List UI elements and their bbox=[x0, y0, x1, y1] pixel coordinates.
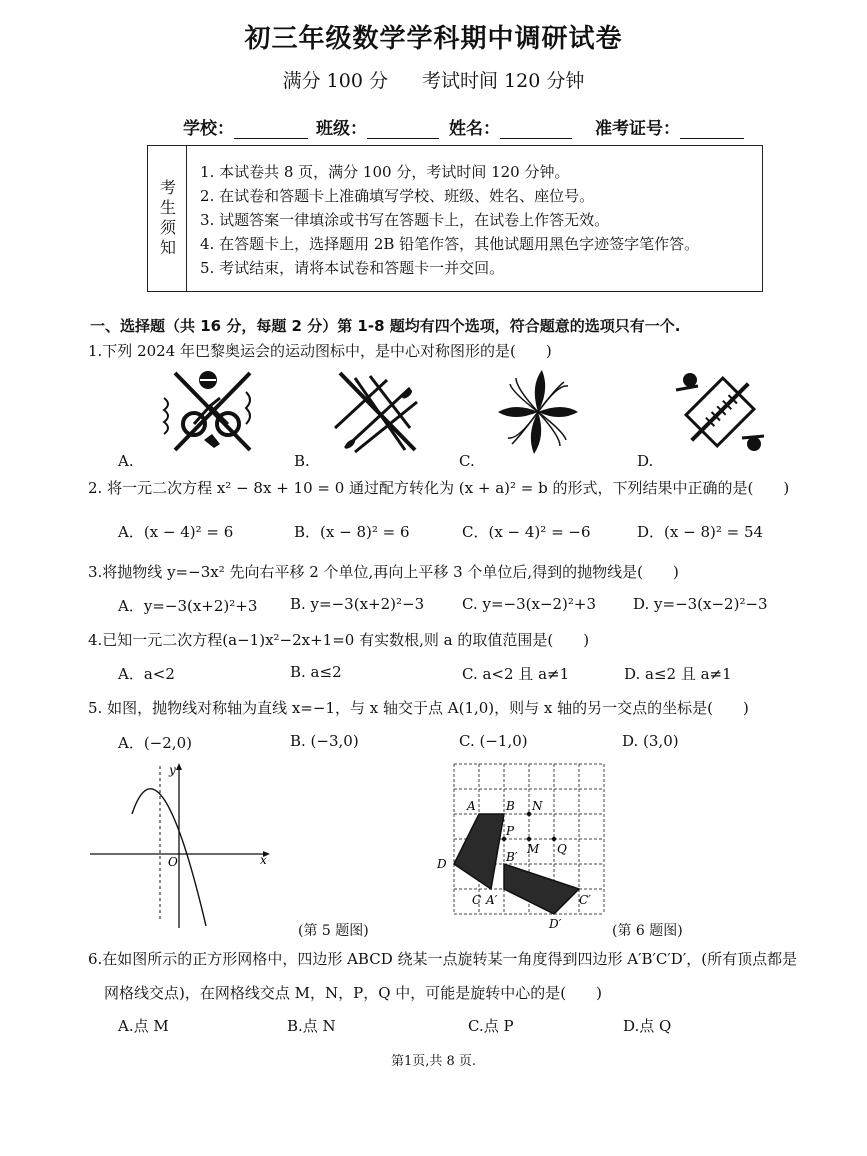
exam-subtitle bbox=[0, 66, 867, 93]
skateboard-pictogram bbox=[670, 368, 770, 456]
figure-5-parabola bbox=[88, 760, 278, 932]
q1-option-b[interactable]: B. bbox=[294, 452, 310, 470]
x-axis-label: x bbox=[260, 853, 267, 867]
question-6-text-line1: 6.在如图所示的正方形网格中，四边形 ABCD 绕某一点旋转某一角度得到四边形 A′B′C′D′，(所有顶点都是 bbox=[88, 950, 798, 968]
label-a-prime: A′ bbox=[486, 893, 498, 907]
notice-item: 4. 在答题卡上，选择题用 2B 铅笔作答，其他试题用黑色字迹签字笔作答。 bbox=[200, 235, 700, 253]
label-d-prime: D′ bbox=[549, 917, 562, 931]
origin-label: O bbox=[168, 855, 178, 869]
q3-option-a[interactable]: A．y=−3(x+2)²+3 bbox=[118, 597, 258, 615]
q3-option-c[interactable]: C. y=−3(x−2)²+3 bbox=[462, 595, 597, 613]
q1-option-d[interactable]: D. bbox=[637, 452, 654, 470]
q1-option-a[interactable]: A. bbox=[118, 452, 134, 470]
q6-option-a[interactable]: A.点 M bbox=[118, 1017, 169, 1035]
q6-option-b[interactable]: B.点 N bbox=[287, 1017, 336, 1035]
q5-option-a[interactable]: A．(−2,0) bbox=[118, 734, 192, 752]
q6-option-c[interactable]: C.点 P bbox=[468, 1017, 514, 1035]
q2-option-c[interactable]: C．(x − 4)² = −6 bbox=[462, 523, 591, 541]
q1-option-c[interactable]: C. bbox=[459, 452, 475, 470]
figure-5-caption: (第 5 题图) bbox=[298, 923, 369, 939]
notice-item: 1. 本试卷共 8 页，满分 100 分，考试时间 120 分钟。 bbox=[200, 163, 570, 181]
q2-option-a[interactable]: A．(x − 4)² = 6 bbox=[118, 523, 234, 541]
name-field[interactable]: 姓名： bbox=[449, 114, 572, 139]
figure-6-caption: (第 6 题图) bbox=[612, 923, 683, 939]
q3-option-d[interactable]: D. y=−3(x−2)²−3 bbox=[633, 595, 768, 613]
q6-option-d[interactable]: D.点 Q bbox=[623, 1017, 672, 1035]
full-score: 满分 100 分 bbox=[282, 70, 388, 92]
quad-a1b1c1d1 bbox=[504, 864, 579, 914]
label-n: N bbox=[532, 799, 543, 813]
q5-option-c[interactable]: C. (−1,0) bbox=[459, 732, 528, 750]
question-2-text: 2. 将一元二次方程 x² − 8x + 10 = 0 通过配方转化为 (x + a)² = b 的形式，下列结果中正确的是( ) bbox=[88, 479, 790, 497]
q2-option-b[interactable]: B．(x − 8)² = 6 bbox=[294, 523, 410, 541]
question-6-text-line2: 网格线交点)，在网格线交点 M，N，P，Q 中，可能是旋转中心的是( ) bbox=[104, 984, 602, 1002]
label-p: P bbox=[506, 824, 515, 838]
section-heading: 一、选择题（共 16 分，每题 2 分）第 1-8 题均有四个选项，符合题意的选项只有一个. bbox=[90, 317, 681, 335]
notice-box bbox=[147, 145, 763, 292]
exam-id-field[interactable]: 准考证号： bbox=[595, 114, 744, 139]
rowing-pictogram bbox=[325, 368, 425, 456]
pinwheel-pictogram bbox=[494, 366, 582, 458]
notice-item: 2. 在试卷和答题卡上准确填写学校、班级、姓名、座位号。 bbox=[200, 187, 595, 205]
exam-time: 考试时间 120 分钟 bbox=[422, 70, 585, 92]
question-1-text: 1.下列 2024 年巴黎奥运会的运动图标中，是中心对称图形的是( ) bbox=[88, 342, 552, 360]
q4-option-a[interactable]: A．a<2 bbox=[118, 665, 175, 683]
notice-heading: 考生须知 bbox=[148, 146, 187, 291]
label-m: M bbox=[527, 842, 540, 856]
label-b: B bbox=[506, 799, 515, 813]
notice-list bbox=[200, 160, 699, 280]
label-c: C bbox=[472, 893, 482, 907]
quad-abcd bbox=[454, 814, 504, 889]
page-title: 初三年级数学学科期中调研试卷 bbox=[244, 24, 623, 54]
y-axis-label: y bbox=[169, 763, 176, 777]
notice-item: 5. 考试结束，请将本试卷和答题卡一并交回。 bbox=[200, 259, 505, 277]
page-footer: 第1页,共 8 页. bbox=[390, 1054, 477, 1069]
figure-6-grid bbox=[434, 760, 610, 931]
question-5-text: 5. 如图，抛物线对称轴为直线 x=−1，与 x 轴交于点 A(1,0)，则与 x 轴的另一交点的坐标是( ) bbox=[88, 699, 749, 717]
label-b-prime: B′ bbox=[506, 850, 518, 864]
q3-option-b[interactable]: B. y=−3(x+2)²−3 bbox=[290, 595, 425, 613]
question-4-text: 4.已知一元二次方程(a−1)x²−2x+1=0 有实数根,则 a 的取值范围是( ) bbox=[88, 631, 590, 649]
q4-option-b[interactable]: B. a≤2 bbox=[290, 663, 342, 681]
label-d: D bbox=[437, 857, 447, 871]
label-c-prime: C′ bbox=[579, 893, 591, 907]
cycling-pictogram bbox=[160, 368, 260, 456]
q5-option-d[interactable]: D. (3,0) bbox=[622, 732, 679, 750]
notice-item: 3. 试题答案一律填涂或书写在答题卡上，在试卷上作答无效。 bbox=[200, 211, 610, 229]
q5-option-b[interactable]: B. (−3,0) bbox=[290, 732, 359, 750]
q4-option-c[interactable]: C. a<2 且 a≠1 bbox=[462, 665, 570, 683]
question-3-text: 3.将抛物线 y=−3x² 先向右平移 2 个单位,再向上平移 3 个单位后,得到的抛物线是( ) bbox=[88, 563, 679, 581]
q4-option-d[interactable]: D. a≤2 且 a≠1 bbox=[624, 665, 732, 683]
class-field[interactable]: 班级： bbox=[316, 114, 439, 139]
label-q: Q bbox=[557, 842, 567, 856]
label-a: A bbox=[467, 799, 476, 813]
school-field[interactable]: 学校： bbox=[183, 114, 308, 139]
q2-option-d[interactable]: D．(x − 8)² = 54 bbox=[637, 523, 764, 541]
